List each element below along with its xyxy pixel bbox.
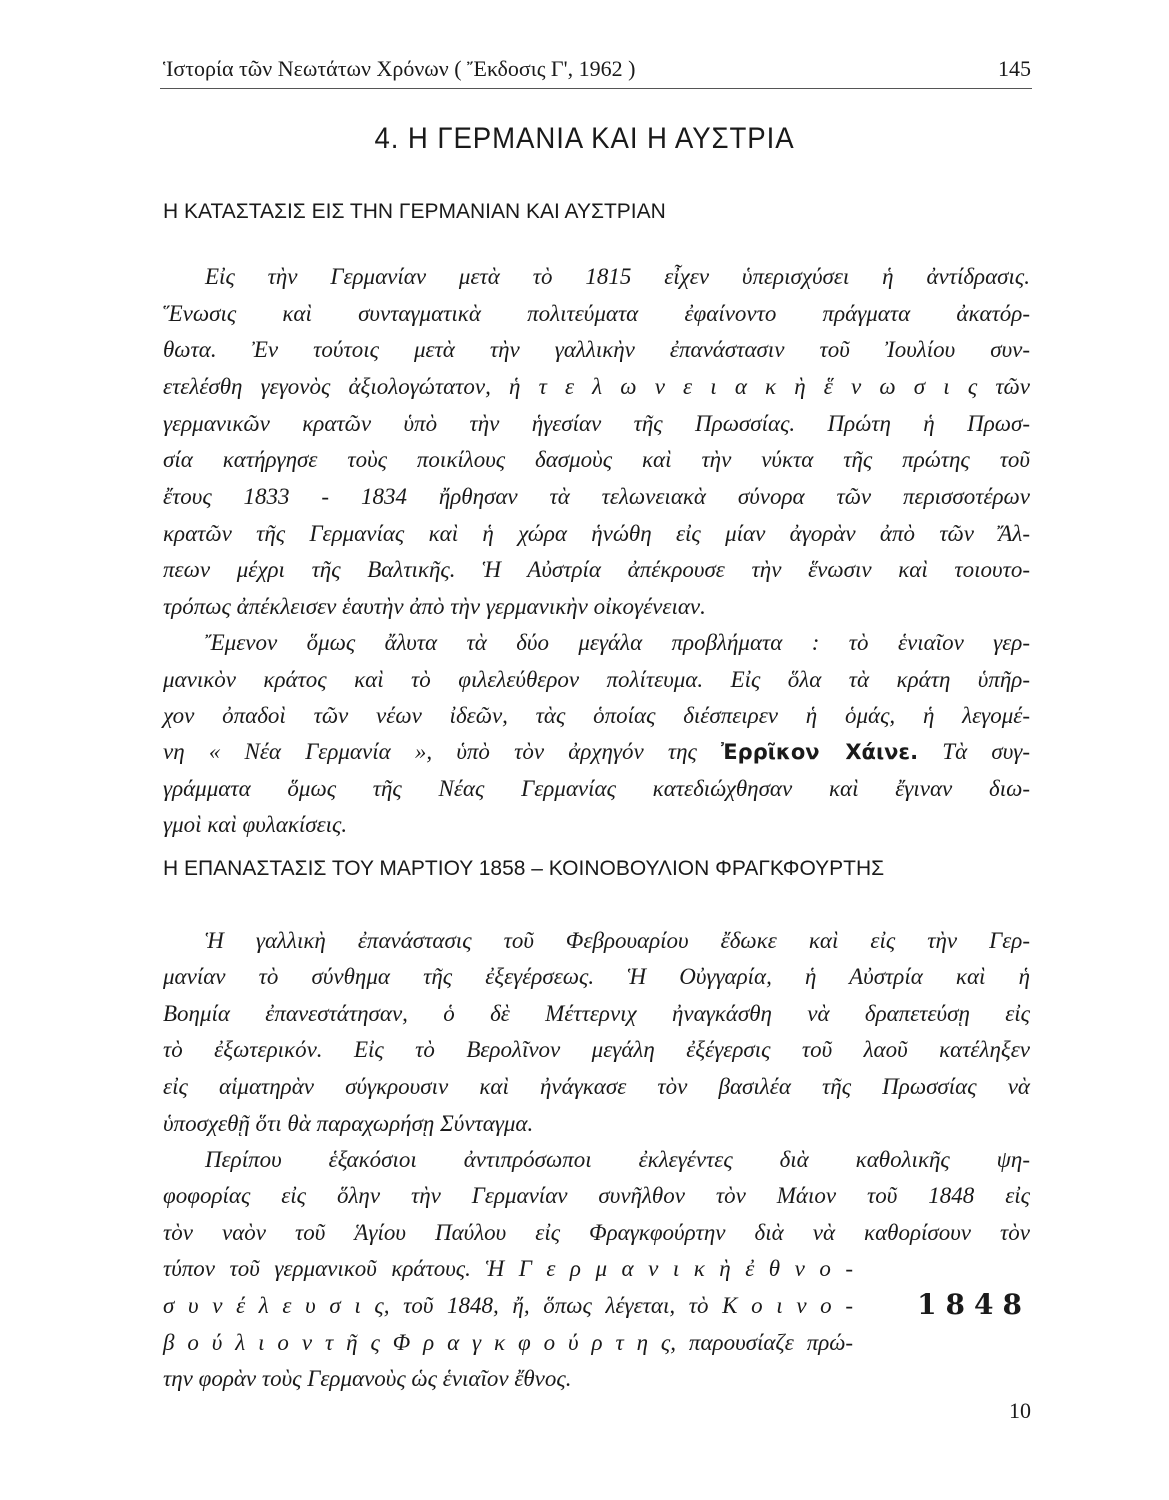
- text-line: β ο ύ λ ι ο ν τ ῆ ς Φ ρ α γ κ φ ο ύ ρ τ η ς, παρουσίαζε πρώ-: [163, 1330, 853, 1355]
- text-line: Ἔμενον ὅμως ἄλυτα τὰ δύο μεγάλα προβλήματα : τὸ ἑνιαῖον γερ-: [205, 630, 1030, 655]
- section-heading-1: Η ΚΑΤΑΣΤΑΣΙΣ ΕΙΣ ΤΗΝ ΓΕΡΜΑΝΙΑΝ ΚΑΙ ΑΥΣΤΡΙΑΝ: [163, 200, 666, 223]
- text-line: τὸν ναὸν τοῦ Ἁγίου Παύλου εἰς Φραγκφούρτην διὰ νὰ καθορίσουν τὸν: [163, 1220, 1030, 1245]
- text-line: θωτα. Ἐν τούτοις μετὰ τὴν γαλλικὴν ἐπανάστασιν τοῦ Ἰουλίου συν-: [163, 337, 1030, 362]
- text-line: Ἡ γαλλικὴ ἐπανάστασις τοῦ Φεβρουαρίου ἔδωκε καὶ εἰς τὴν Γερ-: [205, 928, 1030, 953]
- text-line: εἰς αἱματηρὰν σύγκρουσιν καὶ ἠνάγκασε τὸν βασιλέα τῆς Πρωσσίας νὰ: [163, 1074, 1030, 1099]
- emphasized-name: Ἐρρῖκον Χάινε.: [721, 740, 919, 764]
- text-line: ετελέσθη γεγονὸς ἀξιολογώτατον, ἡ τ ε λ ω ν ε ι α κ ὴ ἕ ν ω σ ι ς τῶν: [163, 374, 1030, 399]
- text-line: πεων μέχρι τῆς Βαλτικῆς. Ἡ Αὐστρία ἀπέκρουσε τὴν ἕνωσιν καὶ τοιουτο-: [163, 557, 1030, 582]
- page-number: 145: [998, 56, 1031, 81]
- text-line: φοφορίας εἰς ὅλην τὴν Γερμανίαν συνῆλθον τὸν Μάιον τοῦ 1848 εἰς: [163, 1183, 1030, 1208]
- text-line: γράμματα ὅμως τῆς Νέας Γερμανίας κατεδιώχθησαν καὶ ἔγιναν διω-: [163, 776, 1030, 801]
- text-line: τύπον τοῦ γερμανικοῦ κράτους. Ἡ Γ ε ρ μ α ν ι κ ὴ ἐ θ ν ο -: [163, 1256, 853, 1281]
- running-title: Ἱστορία τῶν Νεωτάτων Χρόνων ( Ἔκδοσις Γ', 1962 ): [163, 56, 636, 81]
- text-line: μανίαν τὸ σύνθημα τῆς ἐξεγέρσεως. Ἡ Οὐγγαρία, ἡ Αὐστρία καὶ ἡ: [163, 964, 1030, 989]
- text-line: σ υ ν έ λ ε υ σ ι ς, τοῦ 1848, ἤ, ὅπως λέγεται, τὸ Κ ο ι ν ο -: [163, 1293, 853, 1318]
- chapter-title: 4. Η ΓΕΡΜΑΝΙΑ ΚΑΙ Η ΑΥΣΤΡΙΑ: [374, 122, 795, 155]
- text-line: ἔτους 1833 - 1834 ἤρθησαν τὰ τελωνειακὰ σύνορα τῶν περισσοτέρων: [163, 484, 1030, 509]
- margin-note-year: 1848: [917, 1288, 1031, 1321]
- text-line: χον ὀπαδοὶ τῶν νέων ἰδεῶν, τὰς ὁποίας διέσπειρεν ἡ ὁμάς, ἡ λεγομέ-: [163, 703, 1030, 728]
- text-line: Ἕνωσις καὶ συνταγματικὰ πολιτεύματα ἐφαίνοντο πράγματα ἀκατόρ-: [163, 301, 1030, 326]
- text-line: μανικὸν κράτος καὶ τὸ φιλελεύθερον πολίτευμα. Εἰς ὅλα τὰ κράτη ὑπῆρ-: [163, 667, 1030, 692]
- text-line: [163, 734, 1030, 770]
- text-line: ὑποσχεθῇ ὅτι θὰ παραχωρήσῃ Σύνταγμα.: [163, 1111, 534, 1136]
- text-line: Βοημία ἐπανεστάτησαν, ὁ δὲ Μέττερνιχ ἠναγκάσθη νὰ δραπετεύσῃ εἰς: [163, 1001, 1030, 1026]
- text-line: την φορὰν τοὺς Γερμανοὺς ὡς ἑνιαῖον ἔθνος.: [163, 1366, 572, 1391]
- text-line: γερμανικῶν κρατῶν ὑπὸ τὴν ἡγεσίαν τῆς Πρωσσίας. Πρώτη ἡ Πρωσ-: [163, 411, 1030, 436]
- text-line: Εἰς τὴν Γερμανίαν μετὰ τὸ 1815 εἶχεν ὑπερισχύσει ἡ ἀντίδρασις.: [205, 264, 1030, 289]
- text-line: τρόπως ἀπέκλεισεν ἑαυτὴν ἀπὸ τὴν γερμανικὴν οἰκογένειαν.: [163, 594, 706, 619]
- text-line: γμοὶ καὶ φυλακίσεις.: [163, 812, 348, 837]
- text-line: Περίπου ἑξακόσιοι ἀντιπρόσωποι ἐκλεγέντες διὰ καθολικῆς ψη-: [205, 1147, 1030, 1172]
- header-rule: [160, 88, 1032, 89]
- text-line: τὸ ἐξωτερικόν. Εἰς τὸ Βερολῖνον μεγάλη ἐξέγερσις τοῦ λαοῦ κατέληξεν: [163, 1037, 1030, 1062]
- text-segment: νη « Νέα Γερμανία », ὑπὸ τὸν ἀρχηγόν της: [163, 739, 722, 764]
- signature-mark: 10: [1009, 1398, 1031, 1423]
- text-line: κρατῶν τῆς Γερμανίας καὶ ἡ χώρα ἡνώθη εἰς μίαν ἀγορὰν ἀπὸ τῶν Ἄλ-: [163, 521, 1030, 546]
- section-heading-2: Η ΕΠΑΝΑΣΤΑΣΙΣ ΤΟΥ ΜΑΡΤΙΟΥ 1858 – ΚΟΙΝΟΒΟΥΛΙΟΝ ΦΡΑΓΚΦΟΥΡΤΗΣ: [163, 857, 885, 880]
- text-segment: Τὰ συγ-: [918, 739, 1030, 764]
- text-line: σία κατήργησε τοὺς ποικίλους δασμοὺς καὶ τὴν νύκτα τῆς πρώτης τοῦ: [163, 447, 1030, 472]
